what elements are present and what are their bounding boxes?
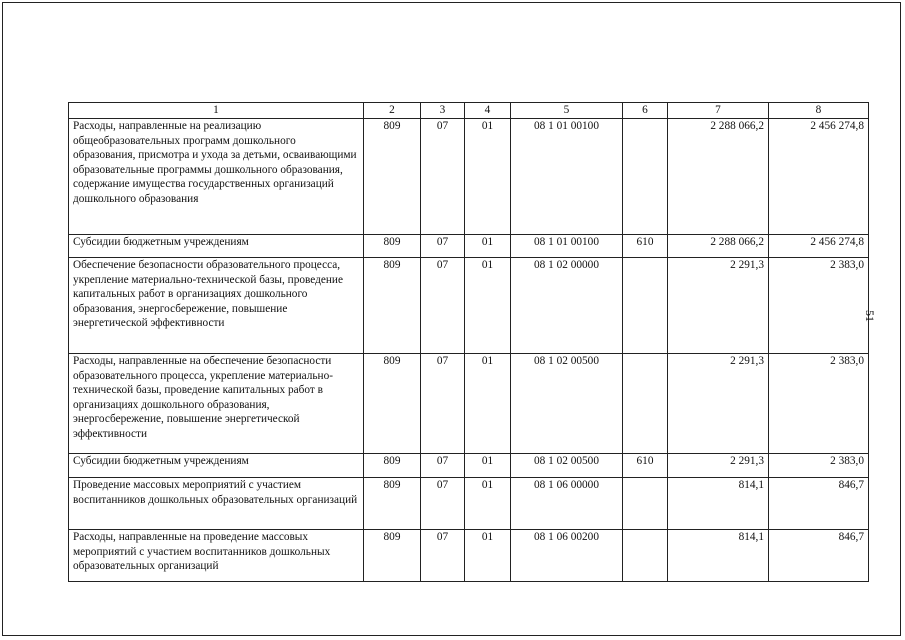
row-csr: 08 1 01 00100	[511, 235, 623, 258]
row-name: Субсидии бюджетным учреждениям	[69, 454, 364, 478]
row-year2: 846,7	[769, 478, 869, 530]
row-grbs: 809	[364, 354, 421, 454]
row-csr: 08 1 02 00500	[511, 354, 623, 454]
row-year1: 2 288 066,2	[668, 119, 769, 235]
row-rz: 07	[421, 454, 465, 478]
row-grbs: 809	[364, 530, 421, 582]
row-year1: 814,1	[668, 478, 769, 530]
row-year2: 2 383,0	[769, 354, 869, 454]
row-vr	[623, 119, 668, 235]
row-csr: 08 1 01 00100	[511, 119, 623, 235]
table-row	[69, 119, 869, 235]
row-pr: 01	[465, 258, 511, 354]
row-grbs: 809	[364, 119, 421, 235]
row-vr: 610	[623, 235, 668, 258]
row-pr: 01	[465, 530, 511, 582]
budget-table	[68, 102, 869, 582]
row-year2: 2 383,0	[769, 454, 869, 478]
header-cell: 2	[364, 103, 421, 119]
row-grbs: 809	[364, 478, 421, 530]
header-cell: 7	[668, 103, 769, 119]
table-row	[69, 258, 869, 354]
row-name: Обеспечение безопасности образовательного процесса, укрепление материально-технической базы, проведение капитальных работ в организациях дошкольного образования, энергосбережение, повышение энергетической эффективности	[69, 258, 364, 354]
row-pr: 01	[465, 478, 511, 530]
row-year2: 846,7	[769, 530, 869, 582]
table-row	[69, 530, 869, 582]
row-csr: 08 1 06 00200	[511, 530, 623, 582]
header-cell: 1	[69, 103, 364, 119]
page-number: 51	[863, 310, 877, 322]
row-year1: 2 288 066,2	[668, 235, 769, 258]
row-name: Субсидии бюджетным учреждениям	[69, 235, 364, 258]
row-year1: 2 291,3	[668, 454, 769, 478]
row-pr: 01	[465, 354, 511, 454]
row-year2: 2 383,0	[769, 258, 869, 354]
row-pr: 01	[465, 454, 511, 478]
header-cell: 8	[769, 103, 869, 119]
row-csr: 08 1 06 00000	[511, 478, 623, 530]
row-grbs: 809	[364, 235, 421, 258]
table-row	[69, 354, 869, 454]
row-vr	[623, 530, 668, 582]
row-rz: 07	[421, 478, 465, 530]
row-rz: 07	[421, 530, 465, 582]
row-rz: 07	[421, 258, 465, 354]
row-rz: 07	[421, 354, 465, 454]
row-year1: 2 291,3	[668, 354, 769, 454]
row-rz: 07	[421, 235, 465, 258]
row-name: Расходы, направленные на реализацию общеобразовательных программ дошкольного образования, присмотра и ухода за детьми, осваивающими образовательные программы дошкольного образования, содержание имущества государственных организаций дошкольного образования	[69, 119, 364, 235]
row-year1: 814,1	[668, 530, 769, 582]
row-pr: 01	[465, 119, 511, 235]
row-vr	[623, 354, 668, 454]
row-grbs: 809	[364, 454, 421, 478]
row-year1: 2 291,3	[668, 258, 769, 354]
row-year2: 2 456 274,8	[769, 119, 869, 235]
row-name: Расходы, направленные на проведение массовых мероприятий с участием воспитанников дошкольных образовательных организаций	[69, 530, 364, 582]
row-name: Расходы, направленные на обеспечение безопасности образовательного процесса, укрепление материально-технической базы, проведение капитальных работ в организациях дошкольного образования, энергосбережение, повышение энергетической эффективности	[69, 354, 364, 454]
row-year2: 2 456 274,8	[769, 235, 869, 258]
header-cell: 3	[421, 103, 465, 119]
row-vr	[623, 478, 668, 530]
row-grbs: 809	[364, 258, 421, 354]
table-row	[69, 478, 869, 530]
row-name: Проведение массовых мероприятий с участием воспитанников дошкольных образовательных организаций	[69, 478, 364, 530]
row-vr: 610	[623, 454, 668, 478]
header-cell: 4	[465, 103, 511, 119]
header-row	[69, 103, 869, 119]
header-cell: 6	[623, 103, 668, 119]
table-row	[69, 235, 869, 258]
row-csr: 08 1 02 00500	[511, 454, 623, 478]
row-pr: 01	[465, 235, 511, 258]
row-vr	[623, 258, 668, 354]
table-row	[69, 454, 869, 478]
row-rz: 07	[421, 119, 465, 235]
row-csr: 08 1 02 00000	[511, 258, 623, 354]
header-cell: 5	[511, 103, 623, 119]
